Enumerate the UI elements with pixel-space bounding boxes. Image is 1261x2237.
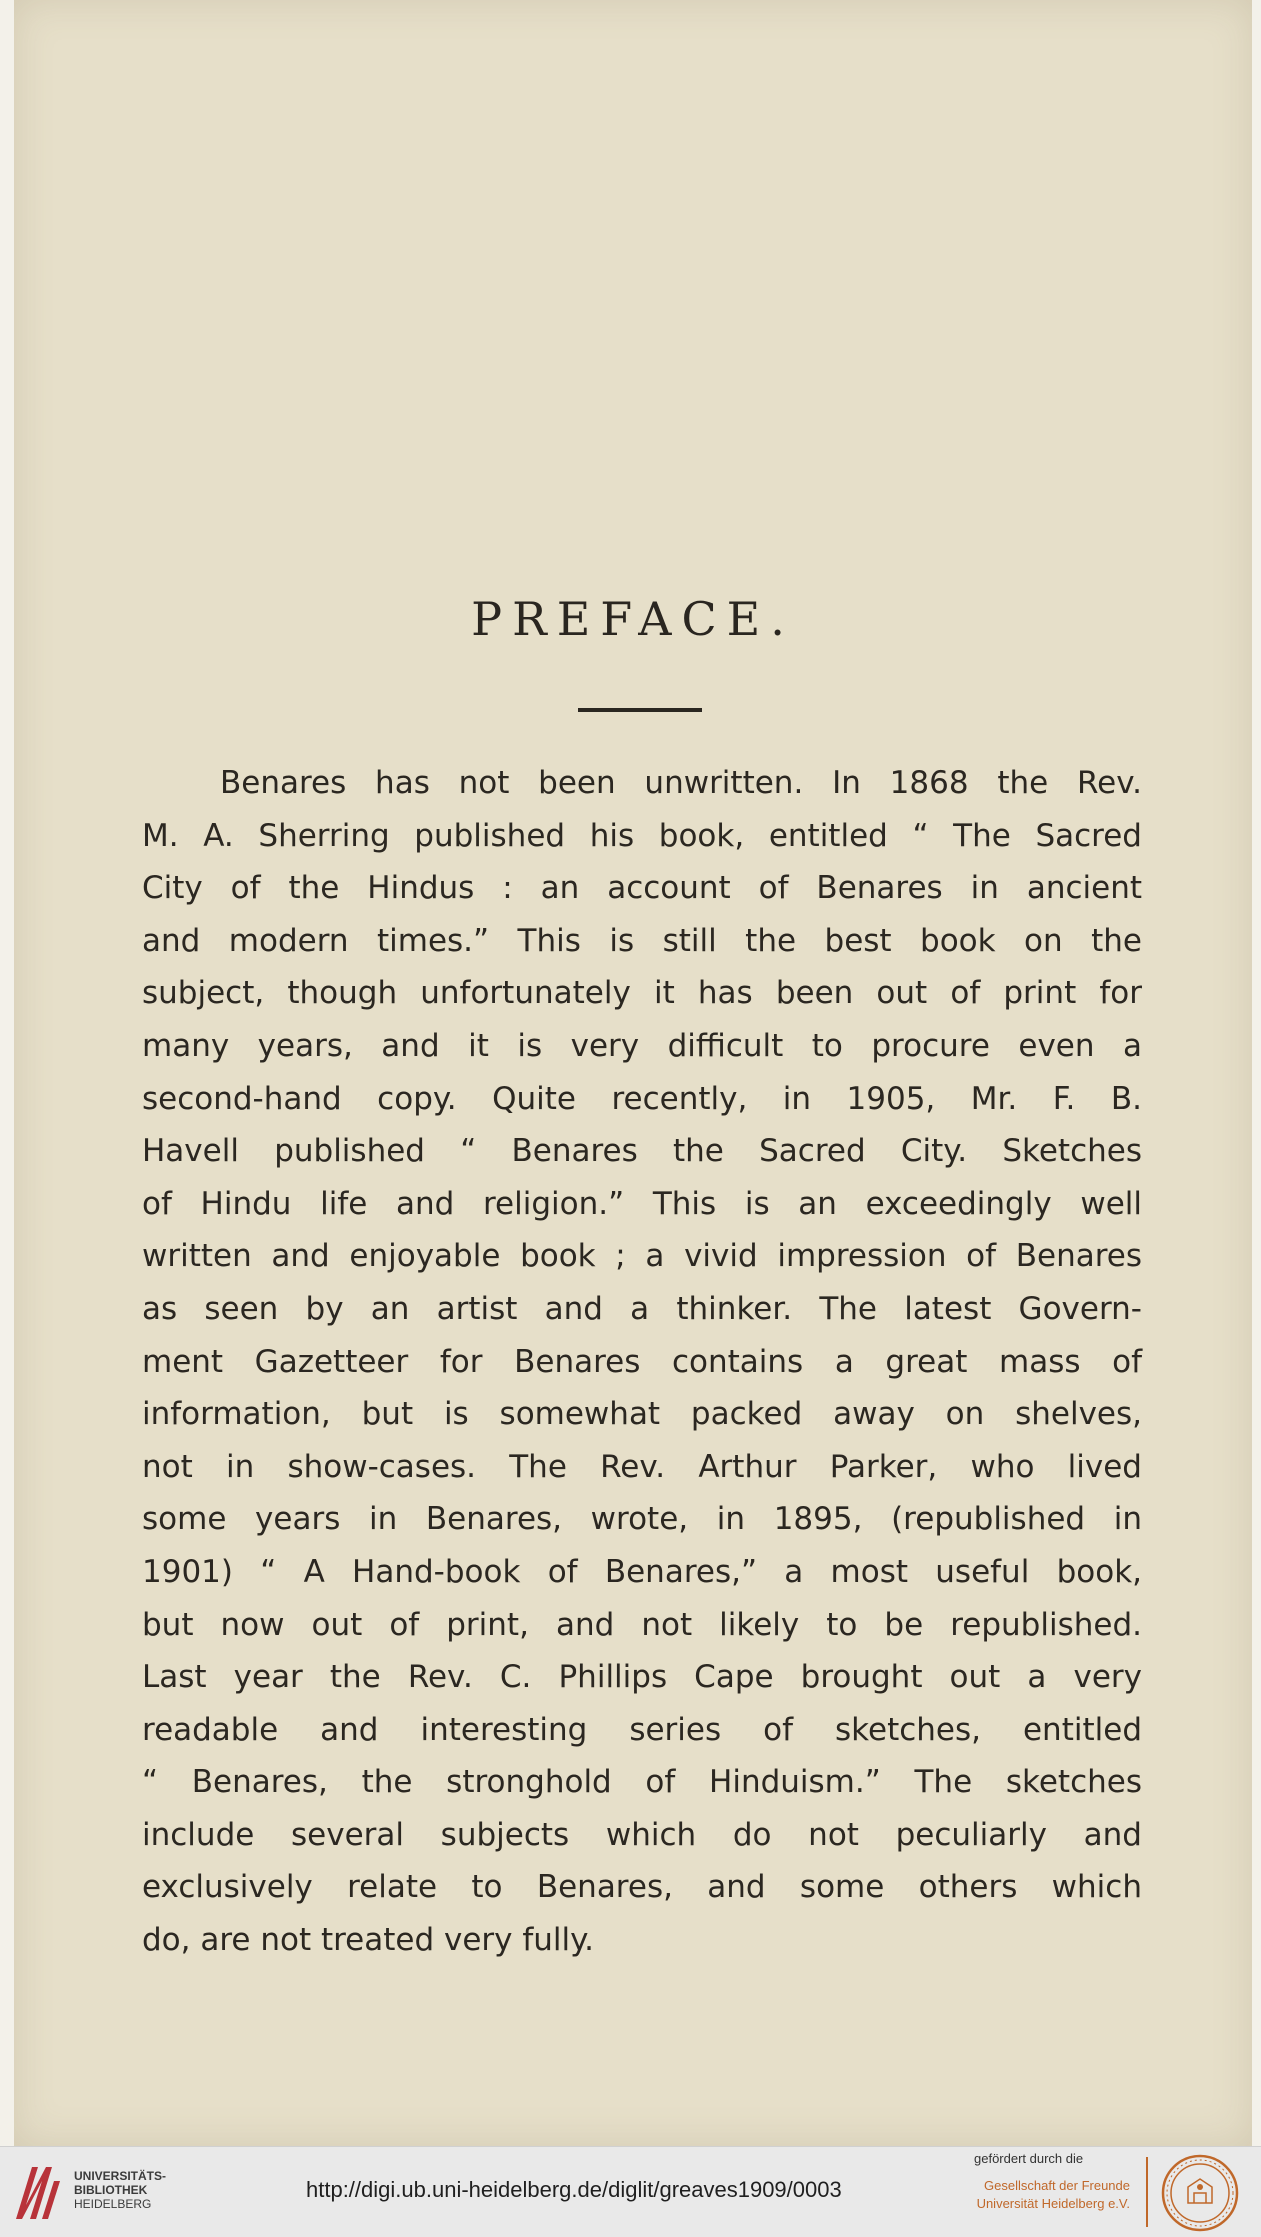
text-line: City of the Hindus : an account of Benares in ancient [142, 870, 1142, 907]
funded-by-label: gefördert durch die [974, 2151, 1084, 2166]
text-line: second-hand copy. Quite recently, in 1905, Mr. F. B. [142, 1080, 1142, 1117]
text-line: 1901) “ A Hand-book of Benares,” a most useful book, [142, 1553, 1142, 1590]
preface-body [142, 757, 1142, 1967]
text-line: as seen by an artist and a thinker. The latest Govern- [142, 1290, 1142, 1327]
library-name: UNIVERSITÄTS- BIBLIOTHEK HEIDELBERG [74, 2169, 167, 2211]
permalink-url[interactable]: http://digi.ub.uni-heidelberg.de/diglit/greaves1909/0003 [306, 2177, 842, 2202]
footer-divider [1146, 2157, 1148, 2227]
society-name: Gesellschaft der Freunde Universität Heidelberg e.V. [976, 2178, 1130, 2211]
text-line: ment Gazetteer for Benares contains a great mass of [142, 1343, 1142, 1380]
text-line: Benares has not been unwritten. In 1868 the Rev. [220, 765, 1142, 801]
text-line: subject, though unfortunately it has been out of print for [142, 975, 1142, 1012]
text-line: but now out of print, and not likely to be republished. [142, 1606, 1142, 1643]
university-library-logo-icon [12, 2159, 64, 2225]
title-rule [578, 708, 702, 712]
text-line: “ Benares, the stronghold of Hinduism.” The sketches [142, 1764, 1142, 1801]
text-line: information, but is somewhat packed away on shelves, [142, 1396, 1142, 1433]
text-line: M. A. Sherring published his book, entitled “ The Sacred [142, 817, 1142, 854]
text-line: exclusively relate to Benares, and some others which [142, 1869, 1142, 1906]
footer-bar [0, 2146, 1261, 2237]
text-line: and modern times.” This is still the best book on the [142, 922, 1142, 959]
text-line: not in show-cases. The Rev. Arthur Parker, who lived [142, 1448, 1142, 1485]
text-line: Last year the Rev. C. Phillips Cape brought out a very [142, 1659, 1142, 1696]
text-line: readable and interesting series of sketches, entitled [142, 1711, 1142, 1748]
text-line: many years, and it is very difficult to procure even a [142, 1027, 1142, 1064]
text-line: do, are not treated very fully. [142, 1922, 594, 1959]
text-line: some years in Benares, wrote, in 1895, (republished in [142, 1501, 1142, 1538]
text-line: of Hindu life and religion.” This is an exceedingly well [142, 1185, 1142, 1222]
text-line: include several subjects which do not peculiarly and [142, 1816, 1142, 1853]
text-line: written and enjoyable book ; a vivid impression of Benares [142, 1238, 1142, 1275]
university-seal-icon [1160, 2153, 1240, 2233]
text-line: Havell published “ Benares the Sacred City. Sketches [142, 1133, 1142, 1170]
page-title: PREFACE. [471, 592, 795, 646]
book-page [14, 0, 1252, 2146]
